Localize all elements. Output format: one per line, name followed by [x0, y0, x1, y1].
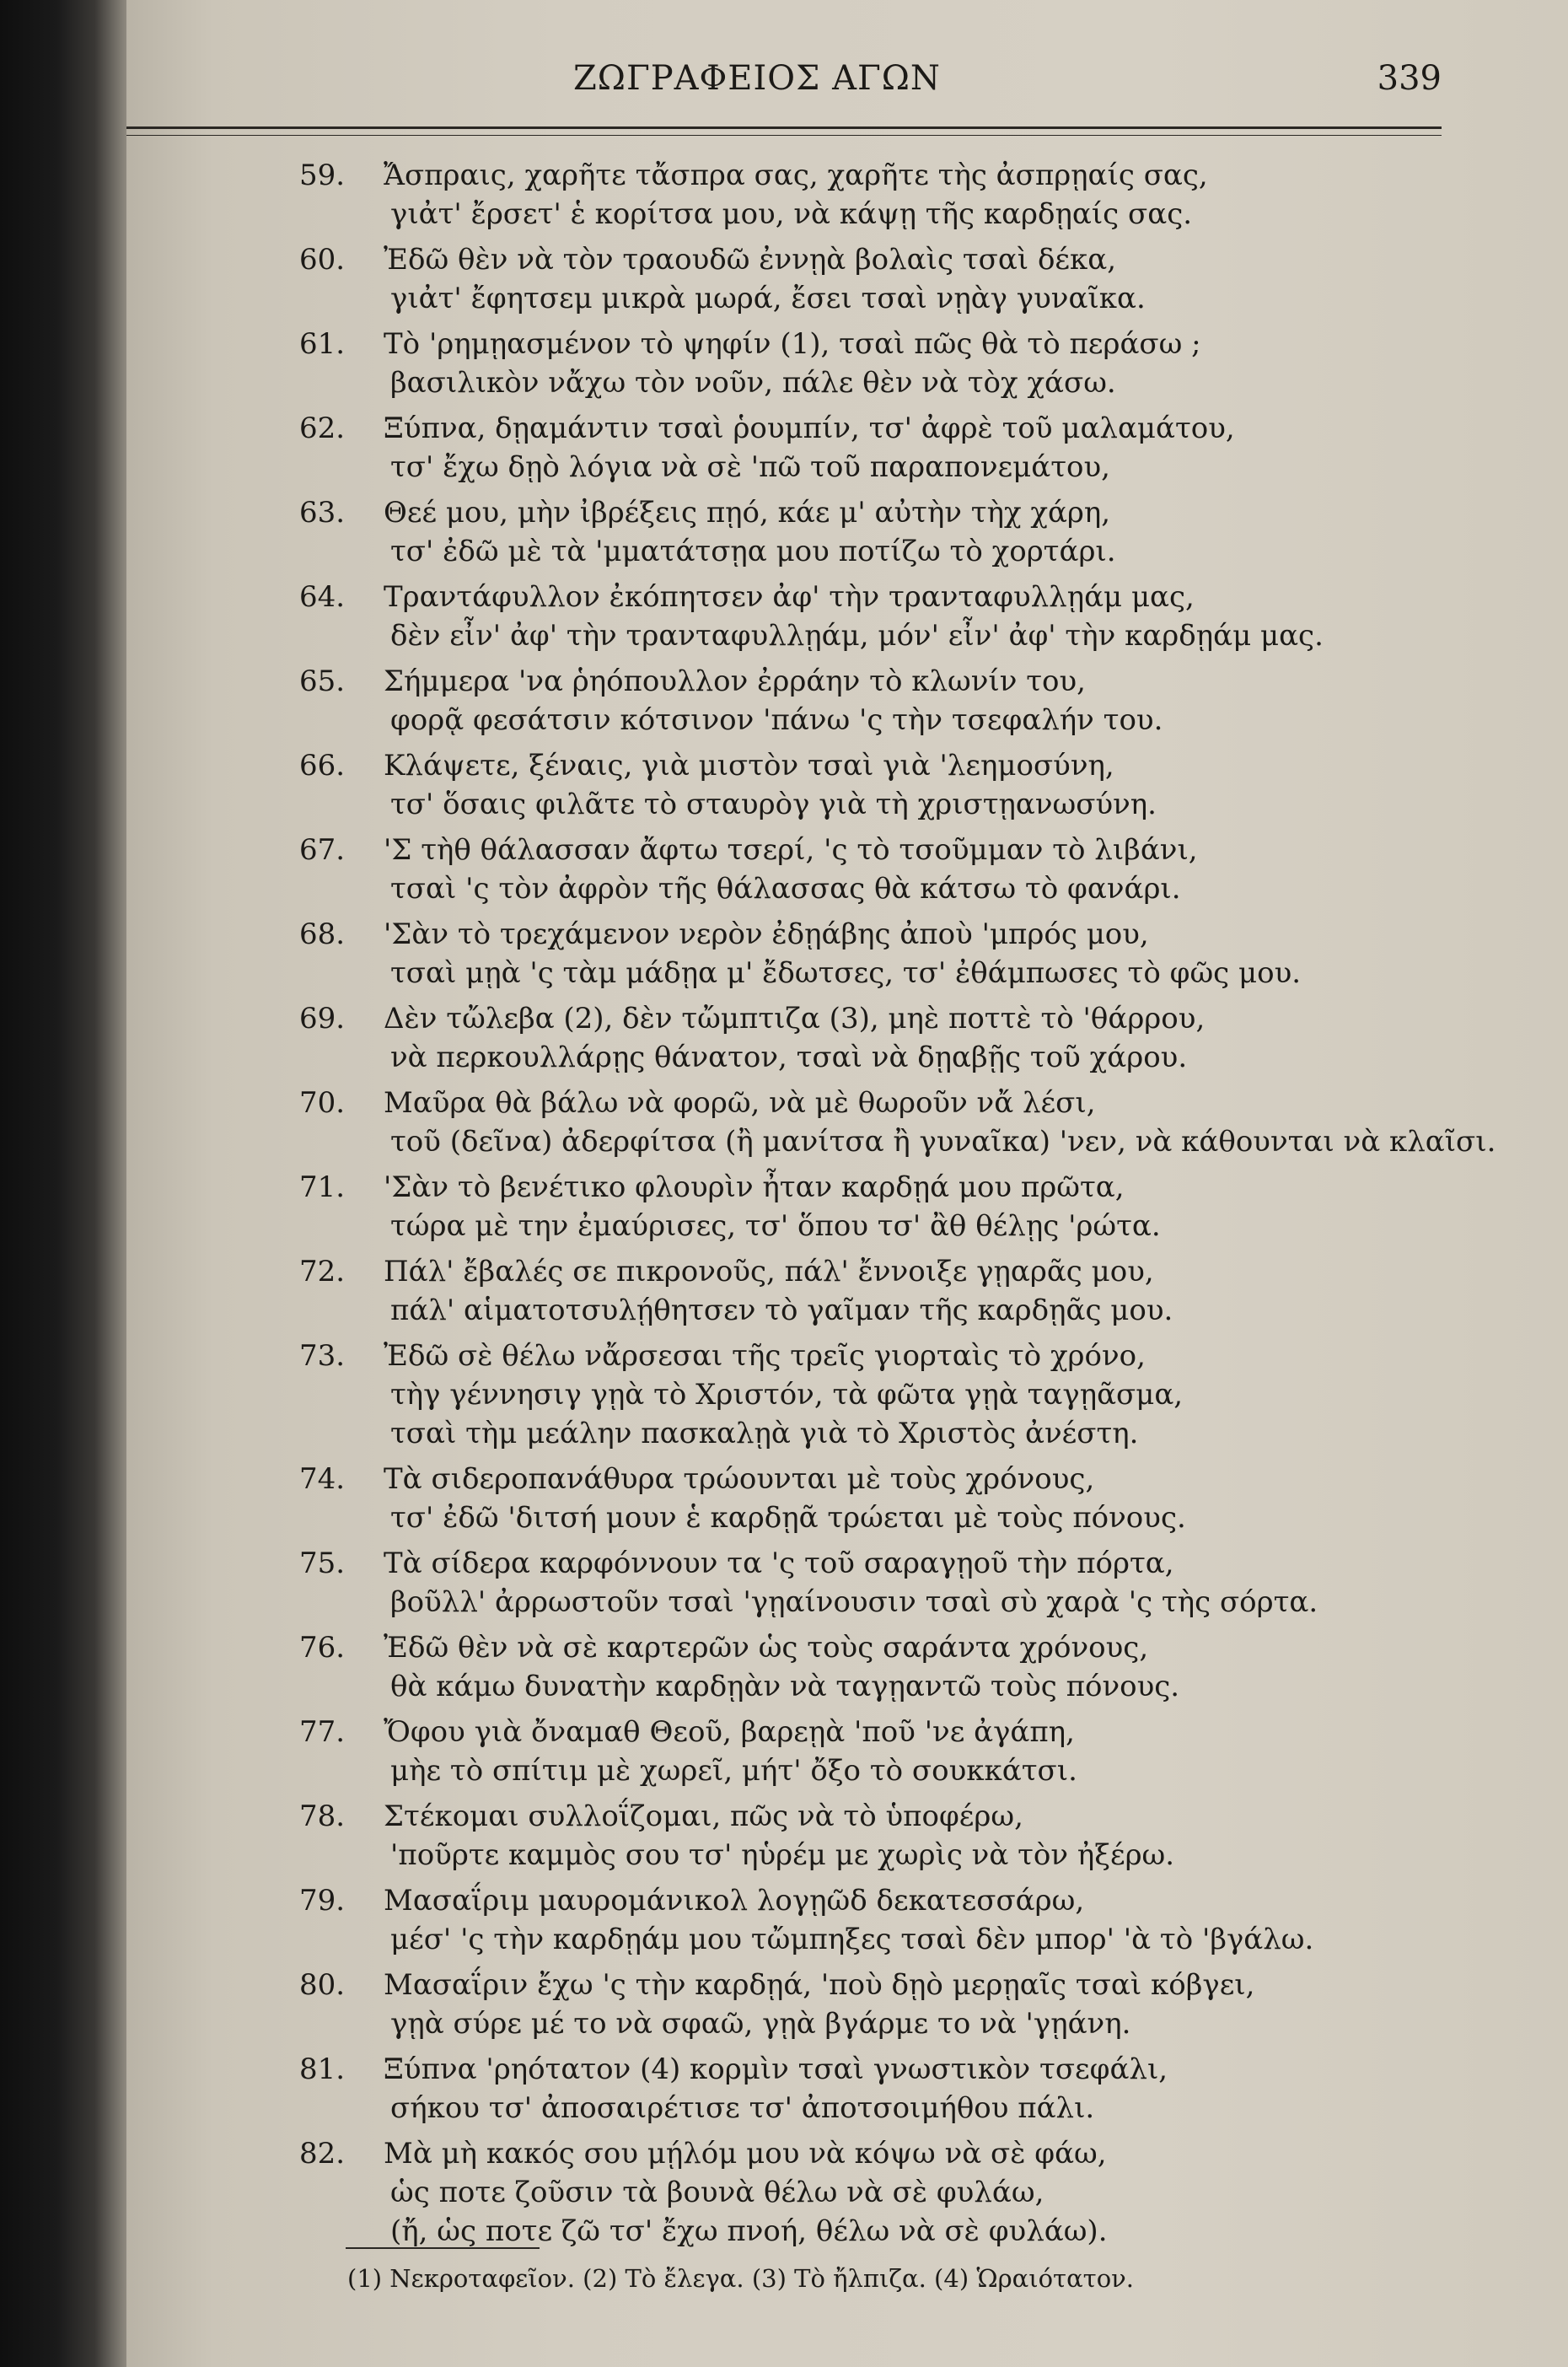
verse-text: τσαὶ τὴμ μεάλην πασκαλῃὰ γιὰ τὸ Χριστὸς ἀνέστη.	[390, 1417, 1139, 1450]
verse-line	[299, 1881, 1479, 1920]
verse-number: 68.	[299, 917, 346, 951]
verse-line	[299, 279, 1479, 318]
verse-number: 60.	[299, 243, 346, 277]
verse-line	[299, 831, 1479, 869]
verse-text: μὴε τὸ σπίτιμ μὲ χωρεῖ, μήτ' ὄξο τὸ σουκκάτσι.	[390, 1754, 1077, 1788]
verse-text: τσ' ἔχω δῃὸ λόγια νὰ σὲ 'πῶ τοῦ παραπονεμάτου,	[390, 450, 1110, 484]
verse-text: γιἀτ' ἔφητσεμ μικρὰ μωρά, ἔσει τσαὶ νῃὰγ γυναῖκα.	[390, 282, 1146, 315]
verse-line	[299, 662, 1479, 701]
verse-text: φορᾷ φεσάτσιν κότσινον 'πάνω 'ς τὴν τσεφαλήν του.	[390, 703, 1163, 737]
verse-number: 64.	[299, 580, 346, 614]
verse-line	[299, 448, 1479, 487]
verse	[299, 240, 1479, 318]
verse-text: Μασαΐριν ἔχω 'ς τὴν καρδῃά, 'ποὺ δῃὸ μερῃαῖς τσαὶ κόβγει,	[384, 1968, 1255, 2002]
verse-line	[299, 1414, 1479, 1453]
verse-number: 80.	[299, 1968, 346, 2002]
verse-line	[299, 363, 1479, 402]
verse-text: τσ' ὅσαις φιλᾶτε τὸ σταυρὸγ γιὰ τὴ χριστῃανωσύνη.	[390, 788, 1157, 821]
verse-line	[299, 1667, 1479, 1706]
verse-text: (ἤ, ὡς ποτε ζῶ τσ' ἔχω πνοή, θέλω νὰ σὲ φυλάω).	[390, 2214, 1108, 2248]
verse-line	[299, 1252, 1479, 1291]
verse-text: Μασαΐριμ μαυρομάνικολ λογῃῶδ δεκατεσσάρω,	[384, 1884, 1085, 1918]
verse-line	[299, 2089, 1479, 2128]
verse-line	[299, 1966, 1479, 2004]
verse-text: γῃὰ σύρε μέ το νὰ σφαῶ, γῃὰ βγάρμε το νὰ 'γῃάνη.	[390, 2007, 1131, 2041]
verse-text: Ἐδῶ θὲν νὰ τὸν τραουδῶ ἐννῃὰ βολαὶς τσαὶ δέκα,	[384, 243, 1117, 277]
verse-line	[299, 2004, 1479, 2043]
page-header	[126, 59, 1442, 118]
verse-number: 65.	[299, 664, 346, 698]
verse	[299, 1544, 1479, 1622]
verse-text: Ἄσπραις, χαρῆτε τἄσπρα σας, χαρῆτε τὴς ἀσπρῃαίς σας,	[384, 159, 1208, 192]
verse-line	[299, 1628, 1479, 1667]
verse-text: Μαῦρα θὰ βάλω νὰ φορῶ, νὰ μὲ θωροῦν νἄ λέσι,	[384, 1086, 1096, 1120]
verse-number: 70.	[299, 1086, 346, 1120]
verse-number: 72.	[299, 1255, 346, 1288]
verse	[299, 1713, 1479, 1790]
verse-number: 62.	[299, 412, 346, 445]
verse-line	[299, 869, 1479, 908]
header-rule-thin	[126, 135, 1442, 136]
verse-line	[299, 1460, 1479, 1498]
verse-line	[299, 1337, 1479, 1375]
verse-text: 'Σὰν τὸ τρεχάμενον νερὸν ἐδῃάβης ἀποὺ 'μπρός μου,	[384, 917, 1149, 951]
verse-line	[299, 1498, 1479, 1537]
verse-line	[299, 616, 1479, 655]
verse	[299, 409, 1479, 487]
verse-line	[299, 1544, 1479, 1583]
verse-text: πάλ' αἱματοτσυλῄθητσεν τὸ γαῖμαν τῆς καρδῃᾶς μου.	[390, 1294, 1173, 1327]
verse-line	[299, 532, 1479, 571]
footnote-rule	[346, 2247, 540, 2249]
verse	[299, 1966, 1479, 2043]
verse-line	[299, 746, 1479, 785]
verse-line	[299, 1375, 1479, 1414]
verse	[299, 493, 1479, 571]
verse-text: Τὸ 'ρημῃασμένον τὸ ψηφίν (1), τσαὶ πῶς θὰ τὸ περάσω ;	[384, 327, 1201, 361]
verse	[299, 1337, 1479, 1453]
verse-text: τσ' ἐδῶ 'διτσή μουν ἑ καρδῃᾶ τρώεται μὲ τοὺς πόνους.	[390, 1501, 1186, 1535]
verse-text: 'ποῦρτε καμμὸς σου τσ' ηὑρέμ με χωρὶς νὰ τὸν ἠξέρω.	[390, 1838, 1175, 1872]
verse-number: 59.	[299, 159, 346, 192]
verse-line	[299, 1291, 1479, 1330]
verse-line	[299, 785, 1479, 824]
verse-number: 75.	[299, 1547, 346, 1580]
verse	[299, 831, 1479, 908]
verse-number: 81.	[299, 2052, 346, 2086]
verse	[299, 325, 1479, 402]
verse-text: τὴγ γέννησιγ γῃὰ τὸ Χριστόν, τὰ φῶτα γῃὰ ταγῃᾶσμα,	[390, 1378, 1184, 1412]
verse-number: 79.	[299, 1884, 346, 1918]
verse-text: Ἐδῶ σὲ θέλω νἄρσεσαι τῆς τρεῖς γιορταὶς τὸ χρόνο,	[384, 1339, 1146, 1373]
verse	[299, 746, 1479, 824]
verse-line	[299, 1583, 1479, 1622]
verse-text: Τὰ σίδερα καρφόννουν τα 'ς τοῦ σαραγῃοῦ τὴν πόρτα,	[384, 1547, 1174, 1580]
verse-text: βοῦλλ' ἀρρωστοῦν τσαὶ 'γῃαίνουσιν τσαὶ σὺ χαρὰ 'ς τὴς σόρτα.	[390, 1585, 1318, 1619]
verse-text: Σήμμερα 'να ῥηόπουλλον ἐρράην τὸ κλωνίν του,	[384, 664, 1086, 698]
verse-line	[299, 1207, 1479, 1245]
verse-line	[299, 1038, 1479, 1077]
verse-text: 'Σ τὴθ θάλασσαν ἄφτω τσερί, 'ς τὸ τσοῦμμαν τὸ λιβάνι,	[384, 833, 1198, 867]
verse-text: ὡς ποτε ζοῦσιν τὰ βουνὰ θέλω νὰ σὲ φυλάω,	[390, 2176, 1044, 2209]
verse-text: Ξύπνα 'ρηότατον (4) κορμὶν τσαὶ γνωστικὸν τσεφάλι,	[384, 2052, 1168, 2086]
verse-number: 67.	[299, 833, 346, 867]
verse-text: Ὄφου γιὰ ὄναμαθ Θεοῦ, βαρεῃὰ 'ποῦ 'νε ἀγάπη,	[384, 1715, 1075, 1749]
verse-line	[299, 325, 1479, 363]
verse-line	[299, 1920, 1479, 1959]
verse-line	[299, 701, 1479, 740]
verse	[299, 915, 1479, 993]
verse-text: τσαὶ 'ς τὸν ἀφρὸν τῆς θάλασσας θὰ κάτσω τὸ φανάρι.	[390, 872, 1181, 906]
verse-number: 63.	[299, 496, 346, 530]
verse-line	[299, 1084, 1479, 1122]
verse	[299, 1628, 1479, 1706]
page-number: 339	[1377, 59, 1442, 98]
verse-text: Ξύπνα, δῃαμάντιν τσαὶ ῥουμπίν, τσ' ἀφρὲ τοῦ μαλαμάτου,	[384, 412, 1235, 445]
verse-text: 'Σὰν τὸ βενέτικο φλουρὶν ἦταν καρδῃά μου πρῶτα,	[384, 1170, 1125, 1204]
verse-text: τοῦ (δεῖνα) ἀδερφίτσα (ἢ μανίτσα ἢ γυναῖκα) 'νεν, νὰ κάθουνται νὰ κλαῖσι.	[390, 1125, 1496, 1159]
verse-line	[299, 915, 1479, 954]
verse-line	[299, 156, 1479, 195]
verse-line	[299, 1168, 1479, 1207]
verse-text: Δὲν τὤλεβα (2), δὲν τὤμπτιζα (3), μηὲ ποττὲ τὸ 'θάρρου,	[384, 1002, 1206, 1036]
verse-text: τσ' ἐδῶ μὲ τὰ 'μματάτσῃα μου ποτίζω τὸ χορτάρι.	[390, 535, 1116, 568]
verse	[299, 156, 1479, 234]
verse-text: Μὰ μὴ κακός σου μῄλόμ μου νὰ κόψω νὰ σὲ φάω,	[384, 2137, 1107, 2171]
verse	[299, 1881, 1479, 1959]
verse	[299, 578, 1479, 655]
verse-text: Τὰ σιδεροπανάθυρα τρώουνται μὲ τοὺς χρόνους,	[384, 1462, 1095, 1496]
verse-line	[299, 2134, 1479, 2173]
verse-text: Στέκομαι συλλοΐζομαι, πῶς νὰ τὸ ὑποφέρω,	[384, 1799, 1023, 1833]
verse-text: Πάλ' ἔβαλές σε πικρονοῦς, πάλ' ἔννοιξε γῃαρᾶς μου,	[384, 1255, 1154, 1288]
verse-line	[299, 2173, 1479, 2212]
verse-text: τσαὶ μῃὰ 'ς τὰμ μάδῃα μ' ἔδωτσες, τσ' ἐθάμπωσες τὸ φῶς μου.	[390, 956, 1302, 990]
verse	[299, 1084, 1496, 1161]
verse-list	[299, 156, 1496, 2257]
header-rule	[126, 126, 1442, 129]
verse-line	[299, 195, 1479, 234]
verse-number: 73.	[299, 1339, 346, 1373]
book-binding-shadow	[0, 0, 126, 2367]
verse-line	[299, 1797, 1479, 1836]
verse	[299, 1797, 1479, 1875]
verse-line	[299, 999, 1479, 1038]
verse-text: τώρα μὲ την ἐμαύρισες, τσ' ὅπου τσ' ἂθ θέλῃς 'ρώτα.	[390, 1209, 1161, 1243]
verse-text: γιἀτ' ἔρσετ' ἑ κορίτσα μου, νὰ κάψῃ τῆς καρδῃαίς σας.	[390, 197, 1193, 231]
verse-text: νὰ περκουλλάρῃς θάνατον, τσαὶ νὰ δῃαβῇς τοῦ χάρου.	[390, 1041, 1188, 1074]
verse	[299, 662, 1479, 740]
verse	[299, 1460, 1479, 1537]
footnotes: (1) Νεκροταφεῖον. (2) Τὸ ἔλεγα. (3) Τὸ ἤλπιζα. (4) Ὡραιότατον.	[347, 2264, 1135, 2293]
verse-line	[299, 1751, 1479, 1790]
verse-number: 77.	[299, 1715, 346, 1749]
verse-text: θὰ κάμω δυνατὴν καρδῃὰν νὰ ταγῃαντῶ τοὺς πόνους.	[390, 1670, 1180, 1703]
verse-number: 76.	[299, 1631, 346, 1665]
verse-line	[299, 2050, 1479, 2089]
verse-number: 71.	[299, 1170, 346, 1204]
verse	[299, 1168, 1479, 1245]
verse	[299, 999, 1479, 1077]
verse-text: Θεέ μου, μὴν ἰβρέξεις πῃό, κάε μ' αὐτὴν τὴχ χάρη,	[384, 496, 1111, 530]
verse-line	[299, 409, 1479, 448]
verse-number: 74.	[299, 1462, 346, 1496]
verse-line	[299, 578, 1479, 616]
verse-number: 82.	[299, 2137, 346, 2171]
verse-text: Κλάψετε, ξέναις, γιὰ μιστὸν τσαὶ γιὰ 'λεημοσύνη,	[384, 749, 1114, 783]
verse-line	[299, 2212, 1479, 2251]
verse-line	[299, 954, 1479, 993]
verse-text: δὲν εἶν' ἀφ' τὴν τρανταφυλλῃάμ, μόν' εἶν' ἀφ' τὴν καρδῃάμ μας.	[390, 619, 1324, 653]
verse-line	[299, 1713, 1479, 1751]
verse-text: σήκου τσ' ἀποσαιρέτισε τσ' ἀποτσοιμήθου πάλι.	[390, 2091, 1095, 2125]
verse-text: Τραντάφυλλον ἐκόπητσεν ἀφ' τὴν τρανταφυλλῃάμ μας,	[384, 580, 1195, 614]
verse-line	[299, 1836, 1479, 1875]
verse-text: Ἐδῶ θὲν νὰ σὲ καρτερῶν ὡς τοὺς σαράντα χρόνους,	[384, 1631, 1149, 1665]
verse-number: 66.	[299, 749, 346, 783]
verse-number: 78.	[299, 1799, 346, 1833]
verse-number: 69.	[299, 1002, 346, 1036]
verse	[299, 2134, 1479, 2251]
verse	[299, 1252, 1479, 1330]
verse-number: 61.	[299, 327, 346, 361]
verse-text: βασιλικὸν νἄχω τὸν νοῦν, πάλε θὲν νὰ τὸχ χάσω.	[390, 366, 1116, 400]
running-title: ΖΩΓΡΑΦΕΙΟΣ ΑΓΩΝ	[573, 59, 941, 98]
verse	[299, 2050, 1479, 2128]
verse-line	[299, 1122, 1496, 1161]
verse-line	[299, 240, 1479, 279]
verse-line	[299, 493, 1479, 532]
verse-text: μέσ' 'ς τὴν καρδῃάμ μου τὤμπηξες τσαὶ δὲν μπορ' 'ὰ τὸ 'βγάλω.	[390, 1923, 1314, 1956]
